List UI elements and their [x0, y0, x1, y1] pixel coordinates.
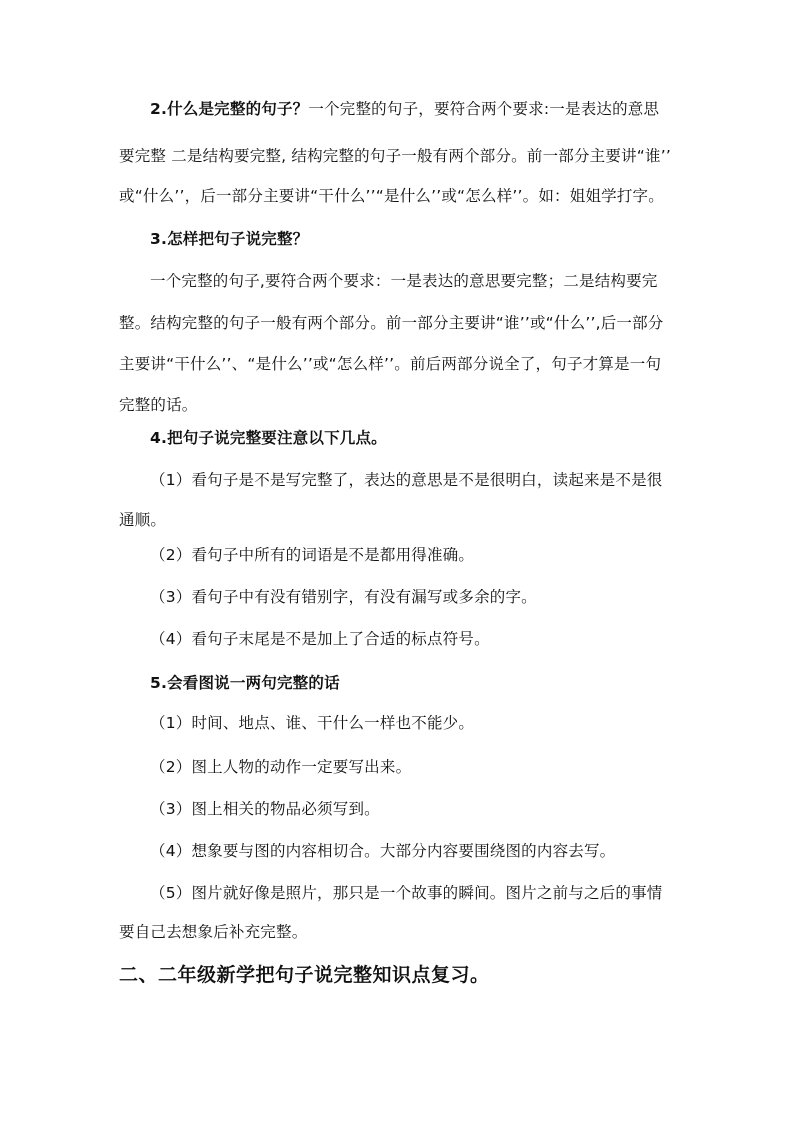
section-3-line-4: 完整的话。	[119, 396, 198, 414]
section-5-line-4: （4）想象要与图的内容相切合。大部分内容要围绕图的内容去写。	[150, 842, 616, 860]
section-3-title: 3.怎样把句子说完整？	[150, 230, 309, 248]
section-2-text-1: 一个完整的句子，要符合两个要求:一是表达的意思	[308, 100, 660, 118]
section-5-line-5: （5）图片就好像是照片，那只是一个故事的瞬间。图片之前与之后的事情	[150, 884, 663, 902]
section-5-line-2: （2）图上人物的动作一定要写出来。	[150, 758, 412, 776]
section-5-line-3: （3）图上相关的物品必须写到。	[150, 800, 380, 818]
section-5-line-6: 要自己去想象后补充完整。	[119, 923, 308, 941]
section-4-line-1: （1）看句子是不是写完整了，表达的意思是不是很明白，读起来是不是很	[150, 471, 663, 489]
section-2-line-2: 要完整 二是结构要完整, 结构完整的句子一般有两个部分。前一部分主要讲“谁’’	[119, 147, 671, 165]
section-4-line-3: （2）看句子中所有的词语是不是都用得准确。	[150, 546, 475, 564]
section-2-title: 2.什么是完整的句子？	[150, 100, 309, 118]
section-3-line-1: 一个完整的句子,要符合两个要求：一是表达的意思要完整；二是结构要完	[150, 272, 658, 290]
section-3-line-3: 主要讲“干什么’’、“是什么’’或“怎么样’’。前后两部分说全了，句子才算是一句	[119, 355, 662, 373]
section-2-line-3: 或“什么’’，后一部分主要讲“干什么’’“是什么’’或“怎么样’’。如：姐姐学打字。	[119, 187, 664, 205]
section-4-title: 4.把句子说完整要注意以下几点。	[150, 429, 387, 447]
section-4-line-4: （3）看句子中有没有错别字，有没有漏写或多余的字。	[150, 588, 537, 606]
section-2-line-1	[150, 99, 659, 119]
section-5-line-1: （1）时间、地点、谁、干什么一样也不能少。	[150, 714, 475, 732]
section-4-line-2: 通顺。	[119, 511, 167, 529]
section-4-line-5: （4）看句子末尾是不是加上了合适的标点符号。	[150, 630, 490, 648]
section-3-line-2: 整。结构完整的句子一般有两个部分。前一部分主要讲“谁’’或“什么’’,后一部分	[119, 314, 664, 332]
section-5-title: 5.会看图说一两句完整的话	[150, 674, 340, 692]
section-heading: 二、二年级新学把句子说完整知识点复习。	[119, 964, 490, 986]
